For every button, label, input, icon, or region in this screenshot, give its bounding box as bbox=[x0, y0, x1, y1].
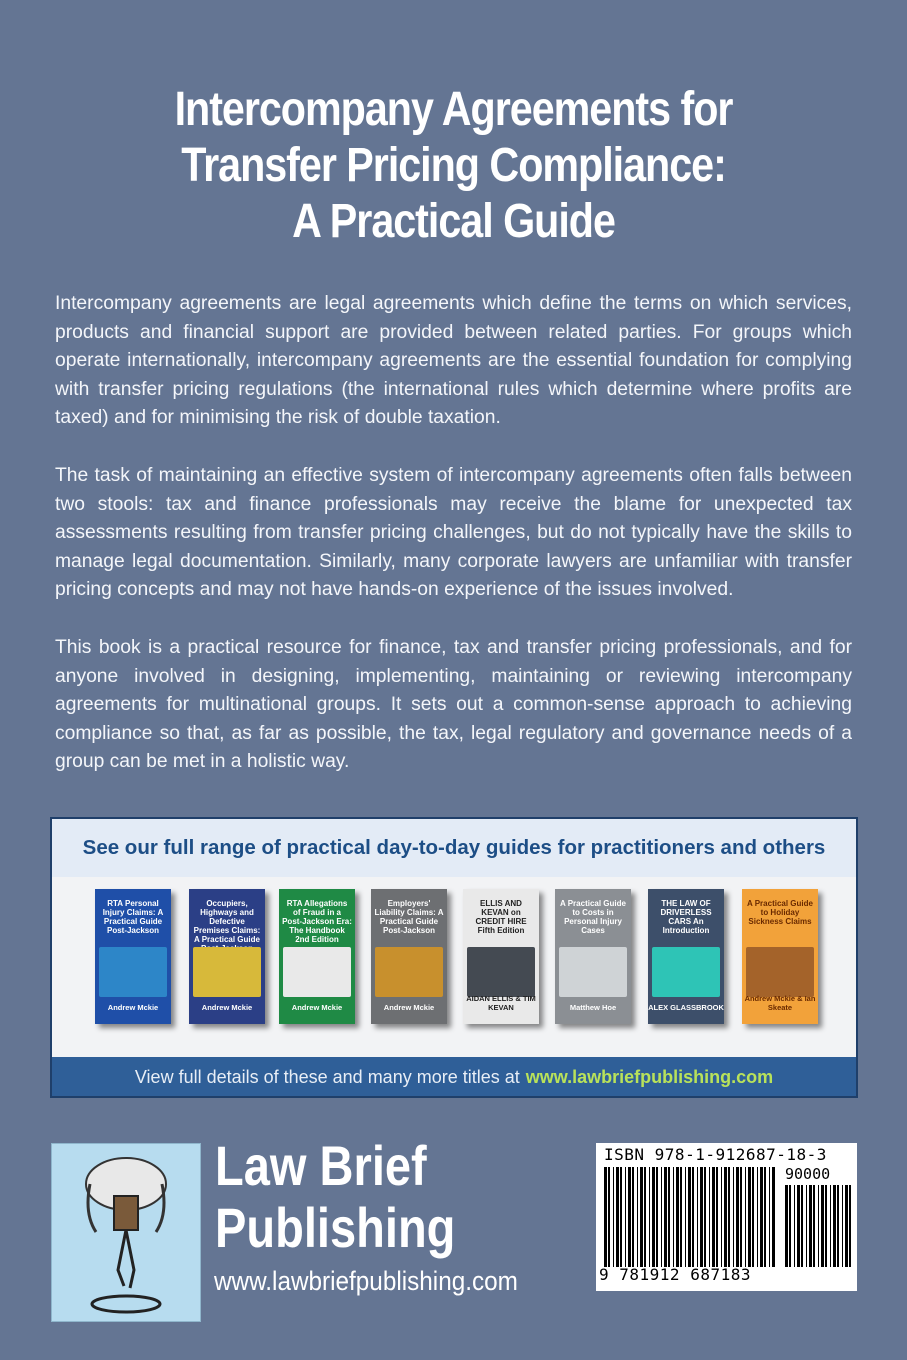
barcode-bar bbox=[640, 1167, 643, 1267]
book-image bbox=[283, 947, 351, 997]
book-cover: ELLIS AND KEVAN on CREDIT HIRE Fifth Edition AIDAN ELLIS & TIM KEVAN bbox=[463, 889, 539, 1024]
barcode-bar bbox=[752, 1167, 754, 1267]
barcode-bar bbox=[661, 1167, 662, 1267]
barcode-bar bbox=[849, 1185, 851, 1267]
barcode-bar bbox=[656, 1167, 658, 1267]
barcode-bar bbox=[748, 1167, 751, 1267]
barcode-bar bbox=[757, 1167, 758, 1267]
title-line-2: Transfer Pricing Compliance: bbox=[181, 139, 726, 192]
promo-heading: See our full range of practical day-to-day guides for practitioners and others bbox=[52, 819, 856, 877]
barcode-bar bbox=[649, 1167, 650, 1267]
barcode-bar bbox=[625, 1167, 626, 1267]
barcode-bar bbox=[613, 1167, 614, 1267]
barcode-bar bbox=[809, 1185, 812, 1267]
promo-banner bbox=[50, 817, 858, 1098]
book-image bbox=[375, 947, 443, 997]
publisher-name bbox=[215, 1135, 455, 1259]
barcode-bar bbox=[628, 1167, 631, 1267]
barcode-bar bbox=[700, 1167, 703, 1267]
barcode-bar bbox=[688, 1167, 691, 1267]
book-image bbox=[652, 947, 720, 997]
barcode-bar bbox=[637, 1167, 638, 1267]
barcode-bar bbox=[704, 1167, 706, 1267]
barcode-bar bbox=[789, 1185, 791, 1267]
book-shelf bbox=[52, 877, 856, 1057]
barcode-bar bbox=[620, 1167, 622, 1267]
barcode-bar bbox=[830, 1185, 831, 1267]
barcode-bar bbox=[813, 1185, 815, 1267]
title-line-1: Intercompany Agreements for bbox=[174, 83, 733, 136]
promo-footer-link[interactable]: www.lawbriefpublishing.com bbox=[525, 1067, 774, 1087]
ean-digits: 9 781912 687183 bbox=[599, 1265, 751, 1284]
barcode-bar bbox=[797, 1185, 800, 1267]
barcode-bar bbox=[801, 1185, 803, 1267]
barcode-bar bbox=[604, 1167, 607, 1267]
book-image bbox=[559, 947, 627, 997]
book-cover: RTA Personal Injury Claims: A Practical Guide Post-Jackson Andrew Mckie bbox=[95, 889, 171, 1024]
barcode-bar bbox=[709, 1167, 710, 1267]
isbn-barcode bbox=[596, 1143, 857, 1291]
barcode-bar bbox=[632, 1167, 634, 1267]
book-image bbox=[746, 947, 814, 997]
barcode-bar bbox=[785, 1185, 788, 1267]
barcode-bar bbox=[769, 1167, 770, 1267]
barcode-bar bbox=[842, 1185, 843, 1267]
publisher-name-line-1: Law Brief bbox=[215, 1134, 427, 1197]
promo-footer bbox=[52, 1057, 856, 1098]
barcode-bar bbox=[716, 1167, 718, 1267]
barcode-bar bbox=[673, 1167, 674, 1267]
book-image bbox=[99, 947, 167, 997]
barcode-bar bbox=[821, 1185, 824, 1267]
barcode-bar bbox=[697, 1167, 698, 1267]
barcode-bar bbox=[745, 1167, 746, 1267]
publisher-logo bbox=[51, 1143, 201, 1322]
book-image bbox=[193, 947, 261, 997]
book-cover: THE LAW OF DRIVERLESS CARS An Introduction ALEX GLASSBROOK bbox=[648, 889, 724, 1024]
barcode-bar bbox=[721, 1167, 722, 1267]
barcode-bar bbox=[760, 1167, 763, 1267]
barcode-bar bbox=[806, 1185, 807, 1267]
book-image bbox=[467, 947, 535, 997]
barcode-bar bbox=[733, 1167, 734, 1267]
publisher-name-line-2: Publishing bbox=[215, 1196, 456, 1259]
promo-footer-text: View full details of these and many more titles at bbox=[134, 1067, 520, 1087]
barcode-bar bbox=[664, 1167, 667, 1267]
barcode-bar bbox=[818, 1185, 819, 1267]
book-cover: Occupiers, Highways and Defective Premises Claims: A Practical Guide Andrew Mckie bbox=[189, 889, 265, 1024]
barcode-bar bbox=[668, 1167, 670, 1267]
book-cover: Employers' Liability Claims: A Practical Guide Post-Jackson Andrew Mckie bbox=[371, 889, 447, 1024]
judge-wig-icon bbox=[52, 1144, 200, 1321]
barcode-bar bbox=[685, 1167, 686, 1267]
book-cover: RTA Allegations of Fraud in a Post-Jackson Era: The Handbook 2nd Edition Andrew Mckie bbox=[279, 889, 355, 1024]
barcode-bar bbox=[724, 1167, 727, 1267]
barcode-bar bbox=[794, 1185, 795, 1267]
barcode-bar bbox=[676, 1167, 679, 1267]
barcode-bar bbox=[764, 1167, 766, 1267]
barcode-bar bbox=[740, 1167, 742, 1267]
barcode-bar bbox=[616, 1167, 619, 1267]
barcode-bar bbox=[825, 1185, 827, 1267]
title-line-3: A Practical Guide bbox=[292, 195, 615, 248]
barcode-bar bbox=[728, 1167, 730, 1267]
barcode-bar bbox=[736, 1167, 739, 1267]
barcode-bar bbox=[845, 1185, 848, 1267]
book-title bbox=[63, 82, 843, 250]
barcode-bar bbox=[833, 1185, 836, 1267]
publisher-url[interactable]: www.lawbriefpublishing.com bbox=[214, 1266, 518, 1296]
barcode-bar bbox=[692, 1167, 694, 1267]
barcode-bar bbox=[772, 1167, 775, 1267]
barcode-bar bbox=[652, 1167, 655, 1267]
barcode-bar bbox=[712, 1167, 715, 1267]
barcode-bar bbox=[837, 1185, 839, 1267]
barcode-bar bbox=[644, 1167, 646, 1267]
isbn-text: ISBN 978-1-912687-18-3 bbox=[604, 1145, 827, 1164]
book-cover: A Practical Guide to Costs in Personal Injury Cases Matthew Hoe bbox=[555, 889, 631, 1024]
price-code: 90000 bbox=[785, 1165, 831, 1183]
blurb-paragraph-2: The task of maintaining an effective system of intercompany agreements often falls between two stools: tax and finance professionals may receive the blame for unexpected tax assessments resulting from transfer pricing challenges, but do not typically have the skills to manage legal documentation. Similarly, many corporate lawyers are unfamiliar with transfer pricing concepts and may not have hands-on experience of the issues involved. bbox=[55, 465, 852, 601]
barcode-bar bbox=[608, 1167, 610, 1267]
book-cover: A Practical Guide to Holiday Sickness Claims Andrew Mckie & Ian Skeate bbox=[742, 889, 818, 1024]
blurb-paragraph-3: This book is a practical resource for finance, tax and transfer pricing professionals, and for anyone involved in designing, implementing, maintaining or reviewing intercompany agreements for multinational groups. It sets out a common-sense approach to achieving compliance so that, as far as possible, the tax, legal regulatory and governance needs of a group can be met in a holistic way. bbox=[55, 637, 852, 773]
barcode-bar bbox=[680, 1167, 682, 1267]
blurb-paragraph-1: Intercompany agreements are legal agreements which define the terms on which services, products and financial support are provided between related parties. For groups which operate internationally, intercompany agreements are the essential foundation for complying with transfer pricing regulations (the international rules which determine where profits are taxed) and for minimising the risk of double taxation. bbox=[55, 293, 852, 429]
